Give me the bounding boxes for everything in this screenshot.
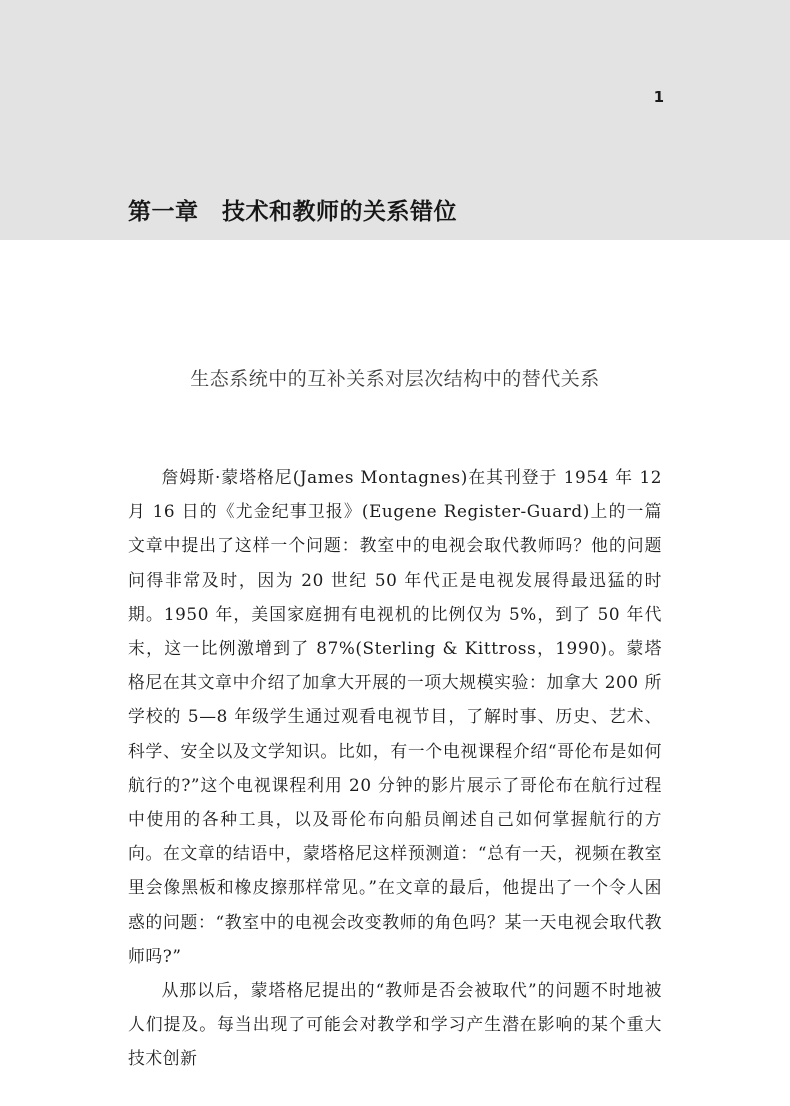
page-number: 1 bbox=[653, 88, 664, 106]
chapter-title: 第一章 技术和教师的关系错位 bbox=[128, 199, 457, 225]
chapter-header-band bbox=[0, 0, 790, 240]
body-paragraph: 从那以后，蒙塔格尼提出的“教师是否会被取代”的问题不时地被人们提及。每当出现了可能会对教学和学习产生潜在影响的某个重大技术创新 bbox=[128, 980, 662, 1069]
section-subtitle: 生态系统中的互补关系对层次结构中的替代关系 bbox=[190, 368, 600, 390]
body-text bbox=[128, 460, 662, 1076]
body-paragraph: 詹姆斯·蒙塔格尼(James Montagnes)在其刊登于 1954 年 12 月 16 日的《尤金纪事卫报》(Eugene Register-Guard)上的一篇文章中提出了这样一个问题：教室中的电视会取代教师吗？他的问题问得非常及时，因为 20 世纪 50 年代正是电视发展得最迅猛的时期。1950 年，美国家庭拥有电视机的比例仅为 5%，到了 50 年代末，这一比例激增到了 87%(Sterling & Kittross，1990)。蒙塔格尼在其文章中介绍了加拿大开展的一项大规模实验：加拿大 200 所学校的 5—8 年级学生通过观看电视节目，了解时事、历史、艺术、科学、安全以及文学知识。比如，有一个电视课程介绍“哥伦布是如何航行的?”这个电视课程利用 20 分钟的影片展示了哥伦布在航行过程中使用的各种工具，以及哥伦布向船员阐述自己如何掌握航行的方向。在文章的结语中，蒙塔格尼这样预测道：“总有一天，视频在教室里会像黑板和橡皮擦那样常见。”在文章的最后，他提出了一个令人困惑的问题：“教室中的电视会改变教师的角色吗？某一天电视会取代教师吗?” bbox=[128, 467, 662, 966]
